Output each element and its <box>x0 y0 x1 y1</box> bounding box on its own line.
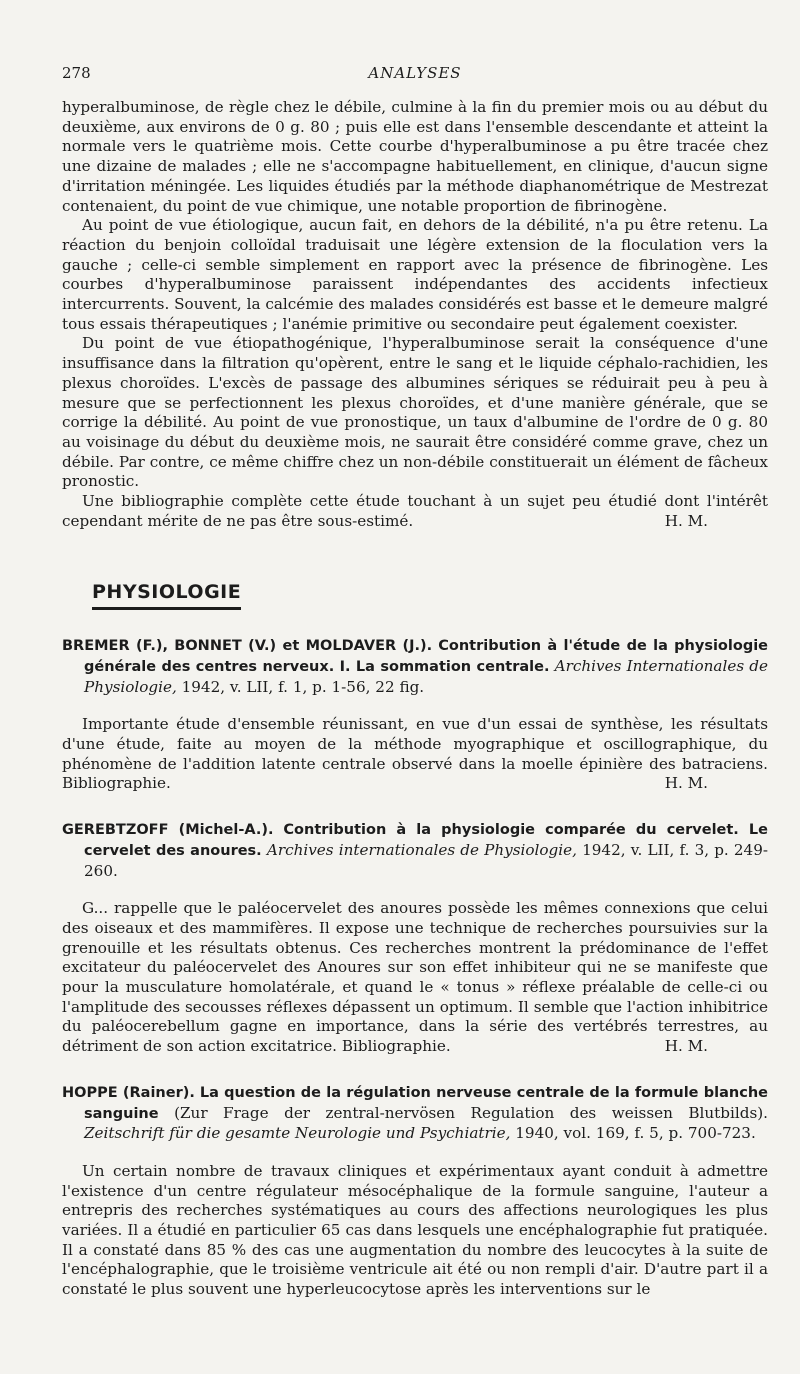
entry-summary-text: Importante étude d'ensemble réunissant, en vue d'un essai de synthèse, les résultats d'une étude, faite au moyen de la méthode myographique et oscillographique, du phénomène de l'addition latente centrale observé dans la moelle épinière des batraciens. Bibliographie. <box>62 715 768 793</box>
page-number: 278 <box>62 64 91 82</box>
entry-title: Contribution à la physiologie comparée du cervelet. Le cervelet des anoures. <box>84 822 769 859</box>
entry-title: La question de la régulation nerveuse centrale de la formule blanche sanguine <box>84 1084 768 1122</box>
entry-summary-text: G... rappelle que le paléocervelet des anoures possède les mêmes connexions que celui des oiseaux et des mammifères. Il expose une technique de recherches poursuivies sur la grenouille et les résultats obtenus. Ces recherches montrent la prédominance de l'effet excitateur du paléocervelet des Anoures sur son effet inhibiteur qui ne se manifeste que pour la musculature homolatérale, et quand le « tonus » réflexe préalable de celle-ci ou l'amplitude des secousses réflexes dépassent un optimum. Il semble que l'action inhibitrice du paléocerebellum gagne en importance, dans la série des vertébrés terrestres, au détriment de son action excitatrice. Bibliographie. <box>62 899 768 1056</box>
entry-reference: 1942, v. LII, f. 1, p. 1-56, 22 fig. <box>181 677 425 696</box>
entry-authors: HOPPE (Rainer). <box>62 1084 195 1101</box>
continuation-paragraph: Du point de vue étiopathogénique, l'hyperalbuminose serait la conséquence d'une insuffisance dans la filtration qu'opèrent, entre le sang et le liquide céphalo-rachidien, les plexus choroïdes. L'excès de passage des albumines sériques se réduirait peu à peu à mesure que se perfectionnent les plexus choroïdes, et d'une manière générale, que se corrige la débilité. Au point de vue pronostique, un taux d'albumine de l'ordre de 0 g. 80 au voisinage du début du deuxième mois, ne saurait être considéré comme grave, chez un débile. Par contre, ce même chiffre chez un non-débile constituerait un élément de fâcheux pronostic. <box>62 334 768 491</box>
continuation-text: Une bibliographie complète cette étude touchant à un sujet peu étudié dont l'intérêt cependant mérite de ne pas être sous-estimé. <box>62 492 768 530</box>
entry-summary <box>62 715 768 794</box>
entry-reference: 1942, v. LII, f. 3, p. 249-260. <box>84 840 769 880</box>
signature: H. M. <box>664 774 708 793</box>
continuation-paragraph-last <box>62 492 768 531</box>
page-header <box>62 64 768 84</box>
entry-journal: Zeitschrift für die gesamte Neurologie und Psychiatrie, <box>84 1124 511 1143</box>
entry-heading <box>62 820 768 881</box>
entry-summary <box>62 899 768 1057</box>
page-body <box>62 98 768 1300</box>
entry-journal: Archives internationales de Physiologie, <box>266 840 577 859</box>
continuation-paragraph: Au point de vue étiologique, aucun fait, en dehors de la débilité, n'a pu être retenu. La réaction du benjoin colloïdal traduisait une légère extension de la floculation vers la gauche ; celle-ci semble simplement en rapport avec la présence de fibrinogène. Les courbes d'hyperalbuminose paraissent indépendantes des accidents infectieux intercurrents. Souvent, la calcémie des malades considérés est basse et le demeure malgré tous essais thérapeutiques ; l'anémie primitive ou secondaire peut également coexister. <box>62 216 768 333</box>
entry-heading <box>62 636 768 697</box>
entry-authors: BREMER (F.), BONNET (V.) et MOLDAVER (J.). <box>62 638 433 655</box>
running-head: ANALYSES <box>368 64 462 82</box>
section-title: PHYSIOLOGIE <box>92 583 241 610</box>
signature: H. M. <box>664 1037 708 1056</box>
entry-journal: Archives Internationales de Physiologie, <box>84 656 769 696</box>
entry-title: Contribution à l'étude de la physiologie générale des centres nerveux. I. La sommation centrale. <box>84 638 769 675</box>
signature: H. M. <box>664 511 708 530</box>
entry-summary: Un certain nombre de travaux cliniques et expérimentaux ayant conduit à admettre l'existence d'un centre régulateur mésocéphalique de la formule sanguine, l'auteur a entrepris des recherches systématiques au cours des affections neurologiques les plus variées. Il a étudié en particulier 65 cas dans lesquels une encéphalographie fut pratiquée. Il a constaté dans 85 % des cas une augmentation du nombre des leucocytes à la suite de l'encéphalographie, que le troisième ventricule ait été ou non rempli d'air. D'autre part il a constaté le plus souvent une hyperleucocytose après les interventions sur le <box>62 1161 768 1299</box>
entry-subtitle: (Zur Frage der zentral-nervösen Regulation des weissen Blutbilds). <box>174 1103 768 1122</box>
entry-authors: GEREBTZOFF (Michel-A.). <box>62 822 274 839</box>
continuation-paragraph: hyperalbuminose, de règle chez le débile, culmine à la fin du premier mois ou au début du deuxième, aux environs de 0 g. 80 ; puis elle est dans l'ensemble descendante et atteint la normale vers le quatrième mois. Cette courbe d'hyperalbuminose a pu être tracée chez une dizaine de malades ; elle ne s'accompagne habituellement, en clinique, d'aucun signe d'irritation méningée. Les liquides étudiés par la méthode diaphanométrique de Mestrezat contenaient, du point de vue chimique, une notable proportion de fibrinogène. <box>62 98 768 215</box>
entry-heading <box>62 1083 768 1144</box>
entry-reference: 1940, vol. 169, f. 5, p. 700-723. <box>515 1124 756 1143</box>
